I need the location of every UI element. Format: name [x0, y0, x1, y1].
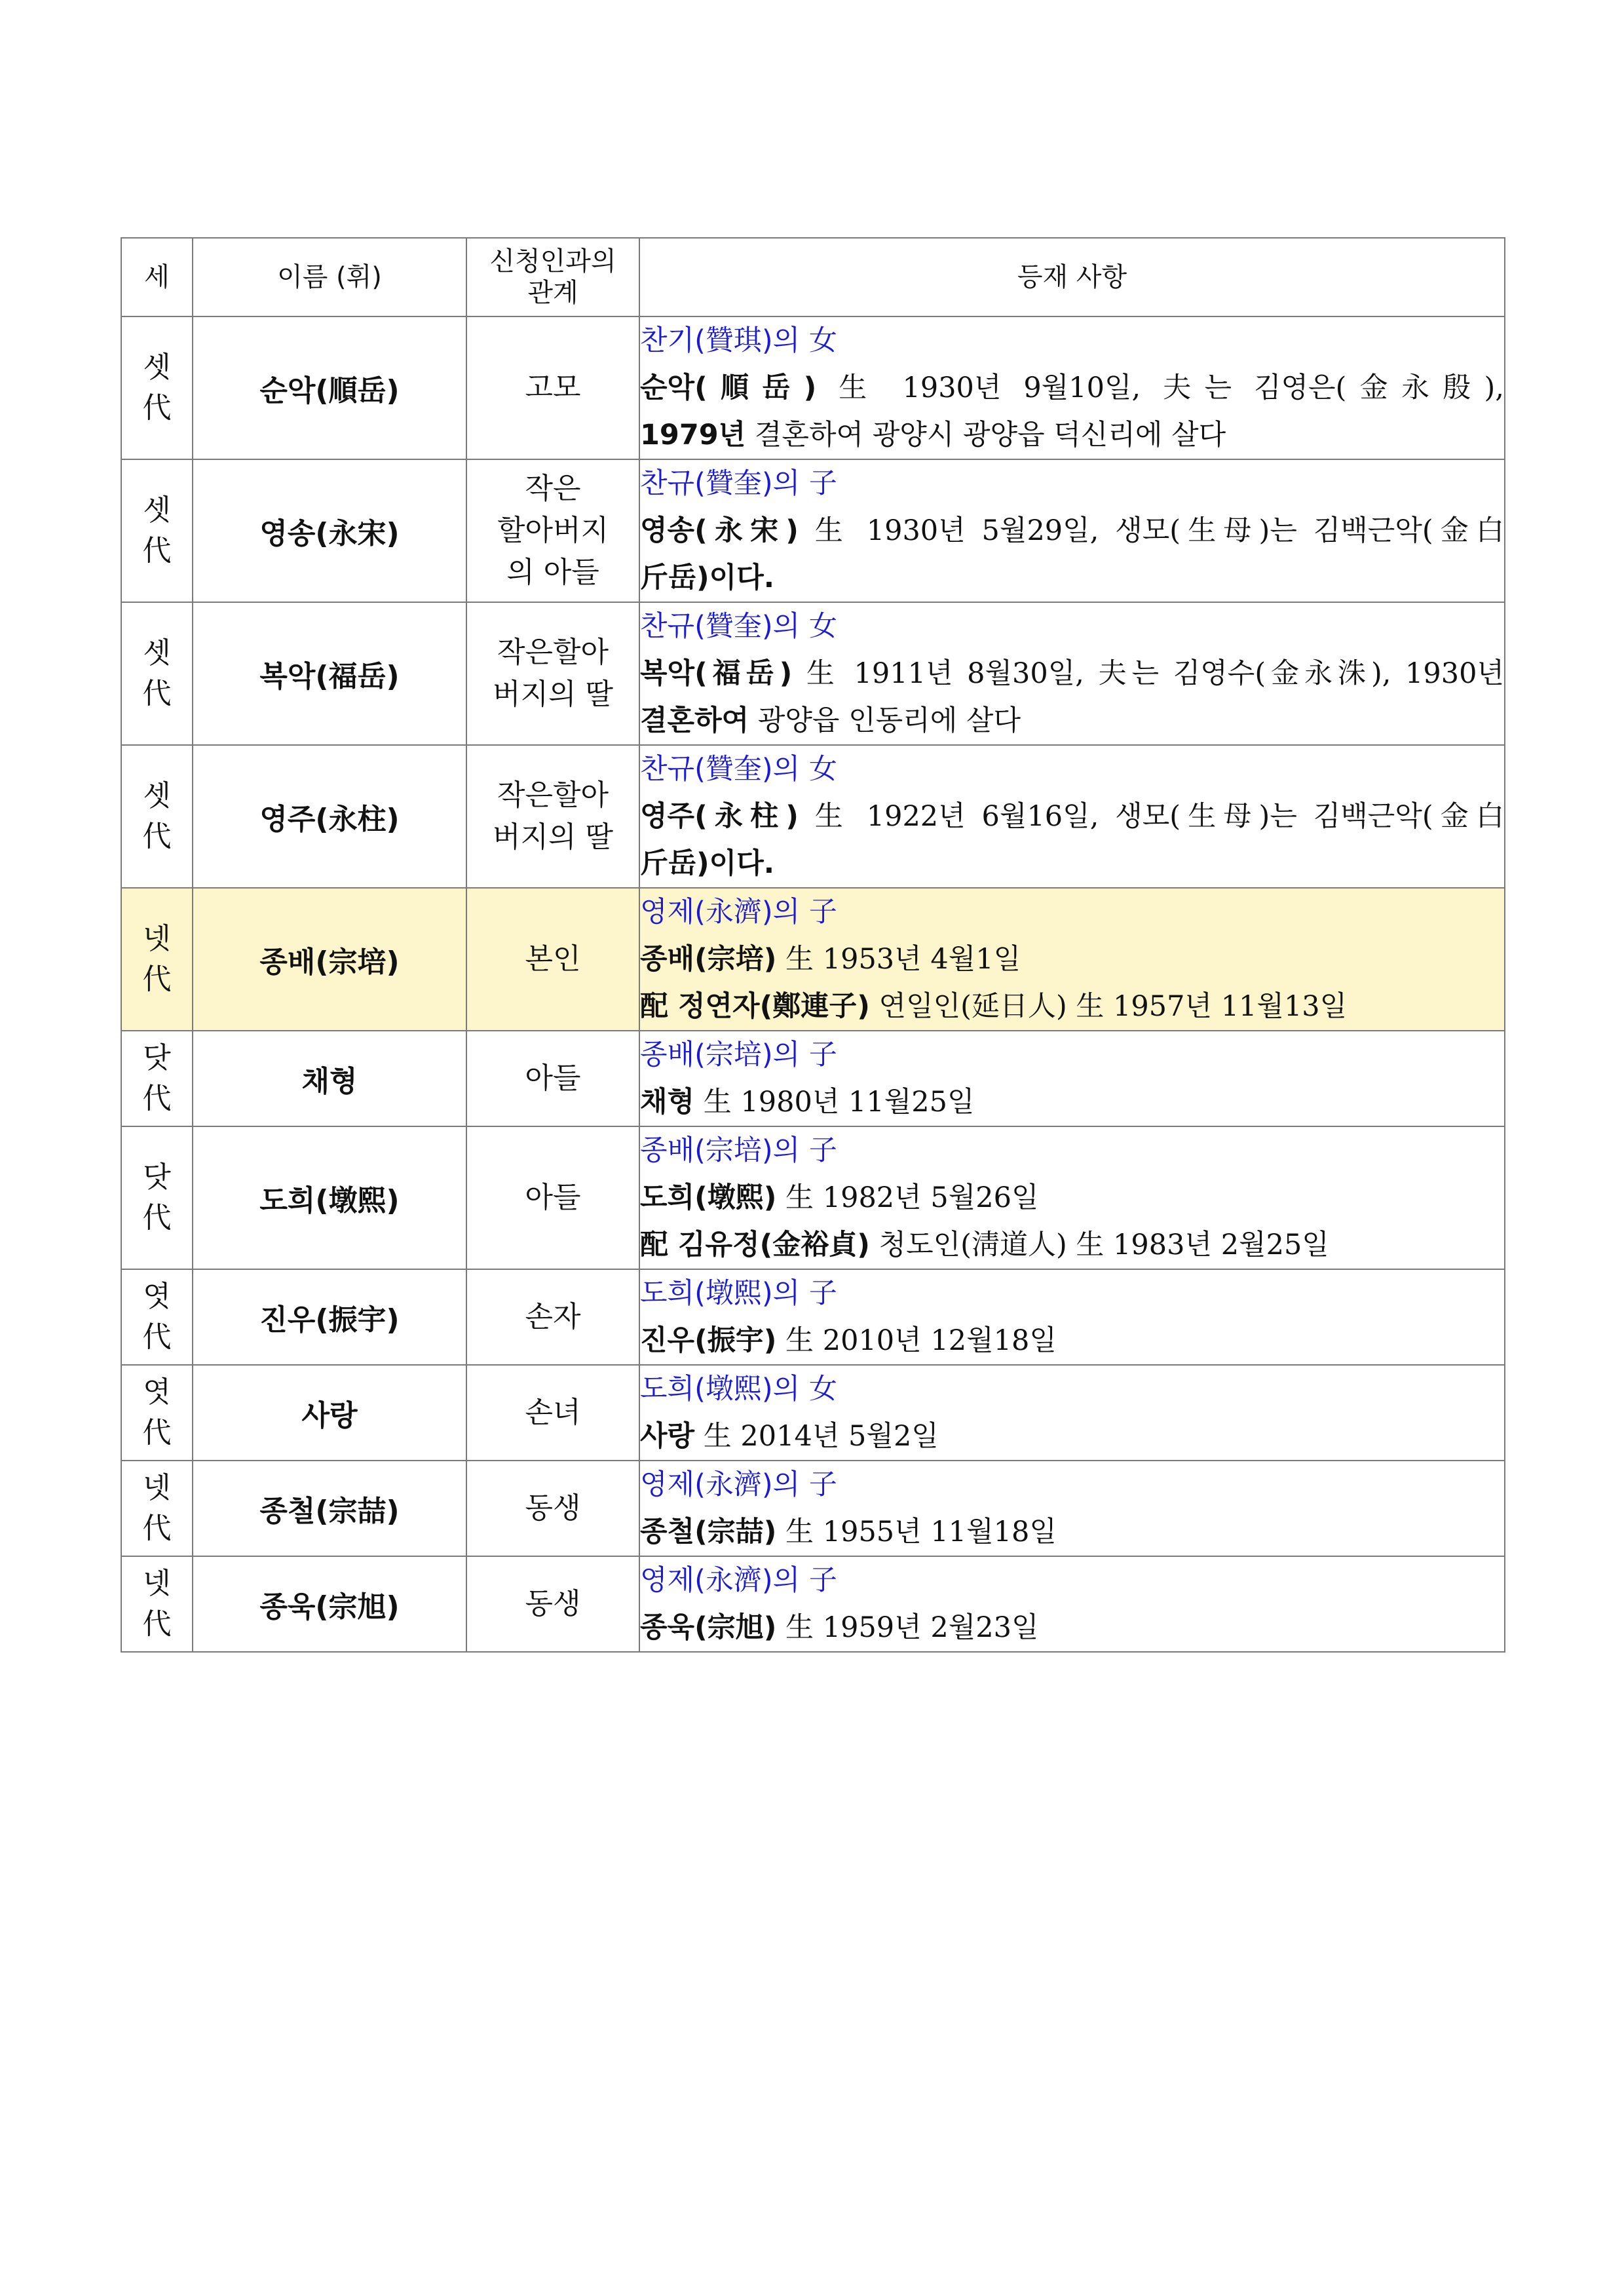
header-details: 등재 사항 — [639, 238, 1505, 316]
generation-cell: 넷 代 — [121, 1556, 193, 1652]
header-relation-line: 관계 — [527, 278, 578, 308]
relation-cell: 작은할아 버지의 딸 — [466, 745, 639, 888]
details-cell — [639, 1461, 1505, 1556]
detail-line: 配 정연자(鄭連子) 연일인(延日人) 生 1957년 11월13일 — [640, 990, 1348, 1023]
table-row — [121, 1269, 1505, 1365]
genealogy-table — [121, 237, 1505, 1653]
parent-line: 영제(永濟)의 子 — [640, 1468, 837, 1501]
generation-cell: 닷 代 — [121, 1126, 193, 1269]
name-cell: 도희(墩熙) — [193, 1126, 466, 1269]
parent-line: 영제(永濟)의 子 — [640, 896, 837, 928]
relation-cell: 작은할아 버지의 딸 — [466, 602, 639, 745]
generation-cell: 엿 代 — [121, 1269, 193, 1365]
name-cell: 순악(順岳) — [193, 316, 466, 459]
details-cell — [639, 888, 1505, 1031]
parent-line: 종배(宗培)의 子 — [640, 1134, 837, 1167]
name-cell: 복악(福岳) — [193, 602, 466, 745]
generation-cell: 셋 代 — [121, 316, 193, 459]
table-row — [121, 1365, 1505, 1461]
details-cell — [639, 1126, 1505, 1269]
detail-line: 영송(永宋) 生 1930년 5월29일, 생모(生母)는 김백근악(金白 — [640, 514, 1504, 547]
header-generation: 세 — [121, 238, 193, 316]
detail-line: 진우(振宇) 生 2010년 12월18일 — [640, 1324, 1057, 1357]
detail-line: 영주(永柱) 生 1922년 6월16일, 생모(生母)는 김백근악(金白 — [640, 800, 1504, 833]
header-relation-line: 신청인과의 — [489, 246, 616, 277]
parent-line: 종배(宗培)의 子 — [640, 1039, 837, 1071]
generation-cell: 넷 代 — [121, 1461, 193, 1556]
table-row — [121, 459, 1505, 602]
details-cell — [639, 1031, 1505, 1126]
header-name: 이름 (휘) — [193, 238, 466, 316]
relation-cell: 본인 — [466, 888, 639, 1031]
detail-line: 채형 生 1980년 11월25일 — [640, 1086, 975, 1119]
generation-cell: 엿 代 — [121, 1365, 193, 1461]
detail-line: 복악(福岳) 生 1911년 8월30일, 夫는 김영수(金永洙), 1930년 — [640, 657, 1504, 690]
name-cell: 종철(宗喆) — [193, 1461, 466, 1556]
name-cell: 영주(永柱) — [193, 745, 466, 888]
table-row — [121, 316, 1505, 459]
detail-line: 斤岳)이다. — [640, 847, 775, 880]
detail-line: 도희(墩熙) 生 1982년 5월26일 — [640, 1181, 1039, 1214]
detail-line: 사랑 生 2014년 5월2일 — [640, 1420, 939, 1453]
generation-cell: 셋 代 — [121, 602, 193, 745]
parent-line: 찬기(贊琪)의 女 — [640, 324, 837, 357]
name-cell: 사랑 — [193, 1365, 466, 1461]
relation-cell: 동생 — [466, 1461, 639, 1556]
table-row-self — [121, 888, 1505, 1031]
table-row — [121, 1556, 1505, 1652]
name-cell: 종배(宗培) — [193, 888, 466, 1031]
details-cell — [639, 1556, 1505, 1652]
table-row — [121, 602, 1505, 745]
name-cell: 채형 — [193, 1031, 466, 1126]
parent-line: 찬규(贊奎)의 子 — [640, 467, 837, 500]
header-relation — [466, 238, 639, 316]
table-row — [121, 745, 1505, 888]
name-cell: 종욱(宗旭) — [193, 1556, 466, 1652]
relation-cell: 아들 — [466, 1126, 639, 1269]
generation-cell: 셋 代 — [121, 459, 193, 602]
details-cell — [639, 316, 1505, 459]
relation-cell: 손녀 — [466, 1365, 639, 1461]
parent-line: 찬규(贊奎)의 女 — [640, 610, 837, 643]
parent-line: 영제(永濟)의 子 — [640, 1564, 837, 1597]
parent-line: 찬규(贊奎)의 女 — [640, 753, 837, 786]
relation-cell: 고모 — [466, 316, 639, 459]
detail-line: 순악(順岳) 生 1930년 9월10일, 夫는 김영은(金永殷), — [640, 372, 1504, 404]
generation-cell: 넷 代 — [121, 888, 193, 1031]
detail-line: 종배(宗培) 生 1953년 4월1일 — [640, 943, 1021, 976]
detail-line: 종욱(宗旭) 生 1959년 2월23일 — [640, 1611, 1039, 1644]
relation-cell: 작은 할아버지 의 아들 — [466, 459, 639, 602]
name-cell: 영송(永宋) — [193, 459, 466, 602]
detail-line: 配 김유정(金裕貞) 청도인(淸道人) 生 1983년 2월25일 — [640, 1229, 1329, 1261]
parent-line: 도희(墩熙)의 子 — [640, 1277, 837, 1310]
table-row — [121, 1031, 1505, 1126]
parent-line: 도희(墩熙)의 女 — [640, 1373, 837, 1406]
details-cell — [639, 459, 1505, 602]
relation-cell: 손자 — [466, 1269, 639, 1365]
detail-line: 斤岳)이다. — [640, 562, 775, 594]
generation-cell: 닷 代 — [121, 1031, 193, 1126]
details-cell — [639, 1365, 1505, 1461]
relation-cell: 동생 — [466, 1556, 639, 1652]
table-row — [121, 1461, 1505, 1556]
details-cell — [639, 1269, 1505, 1365]
details-cell — [639, 745, 1505, 888]
detail-line: 결혼하여 광양읍 인동리에 살다 — [640, 704, 1021, 737]
relation-cell: 아들 — [466, 1031, 639, 1126]
table-row — [121, 1126, 1505, 1269]
detail-line: 1979년 결혼하여 광양시 광양읍 덕신리에 살다 — [640, 419, 1226, 451]
name-cell: 진우(振宇) — [193, 1269, 466, 1365]
detail-line: 종철(宗喆) 生 1955년 11월18일 — [640, 1516, 1057, 1548]
details-cell — [639, 602, 1505, 745]
generation-cell: 셋 代 — [121, 745, 193, 888]
header-row — [121, 238, 1505, 316]
